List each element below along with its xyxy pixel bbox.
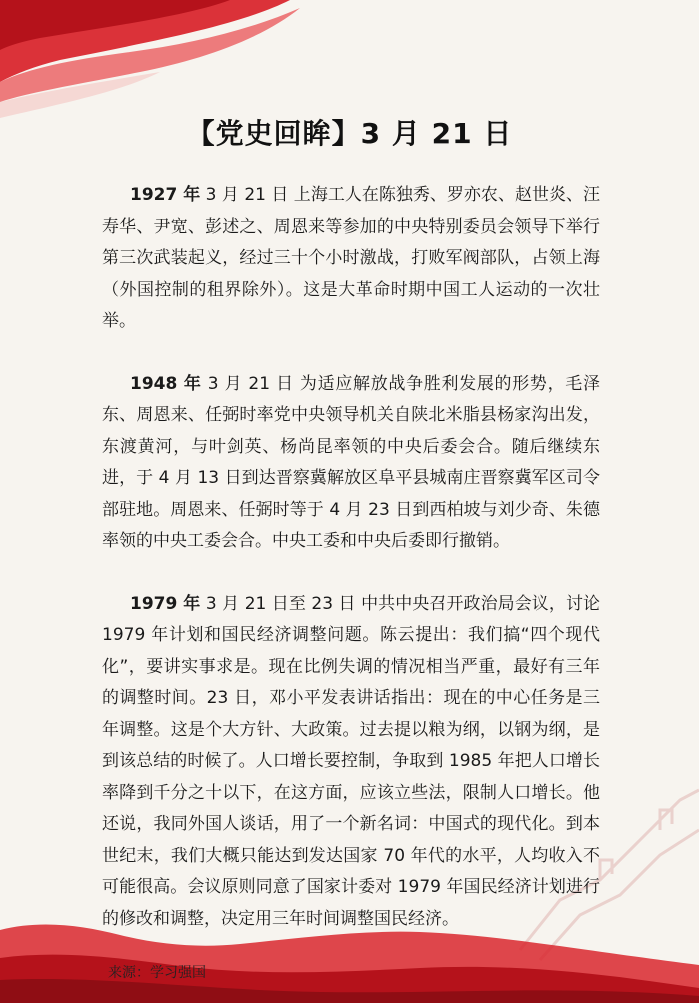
entry-text: 3 月 21 日 上海工人在陈独秀、罗亦农、赵世炎、汪寿华、尹宽、彭述之、周恩来等参加的中央特别委员会领导下举行第三次武装起义，经过三十个小时激战，打败军阀部队，占领上海（外国控制的租界除外）。这是大革命时期中国工人运动的一次壮举。 <box>102 185 601 331</box>
history-entry <box>102 369 600 558</box>
entry-year: 1979 年 <box>130 593 201 614</box>
history-entry <box>102 589 600 936</box>
entry-year: 1948 年 <box>130 373 202 394</box>
history-entry <box>102 180 600 338</box>
page-title: 【党史回眸】3 月 21 日 <box>186 117 513 150</box>
entry-year: 1927 年 <box>130 185 201 205</box>
source-credit: 来源：学习强国 <box>108 965 206 981</box>
entry-text: 3 月 21 日 为适应解放战争胜利发展的形势，毛泽东、周恩来、任弼时率党中央领导机关自陕北米脂县杨家沟出发，东渡黄河，与叶剑英、杨尚昆率领的中央后委会合。随后继续东进，于 4 月 13 日到达晋察冀解放区阜平县城南庄晋察冀军区司令部驻地。周恩来、任弼时等于 4 月 23 日到西柏坡与刘少奇、朱德率领的中央工委会合。中央工委和中央后委即行撤销。 <box>102 373 601 551</box>
article-body <box>102 180 600 966</box>
entry-text: 3 月 21 日至 23 日 中共中央召开政治局会议，讨论 1979 年计划和国民经济调整问题。陈云提出：我们搞“四个现代化”，要讲实事求是。现在比例失调的情况相当严重，最好有三年的调整时间。23 日，邓小平发表讲话指出：现在的中心任务是三年调整。这是个大方针、大政策。过去提以粮为纲，以钢为纲，是到该总结的时候了。人口增长要控制，争取到 1985 年把人口增长率降到千分之十以下，在这方面，应该立些法，限制人口增长。他还说，我同外国人谈话，用了一个新名词：中国式的现代化。到本世纪末，我们大概只能达到发达国家 70 年代的水平，人均收入不可能很高。会议原则同意了国家计委对 1979 年国民经济计划进行的修改和调整，决定用三年时间调整国民经济。 <box>102 593 601 929</box>
top-ribbon-decoration <box>0 0 300 118</box>
